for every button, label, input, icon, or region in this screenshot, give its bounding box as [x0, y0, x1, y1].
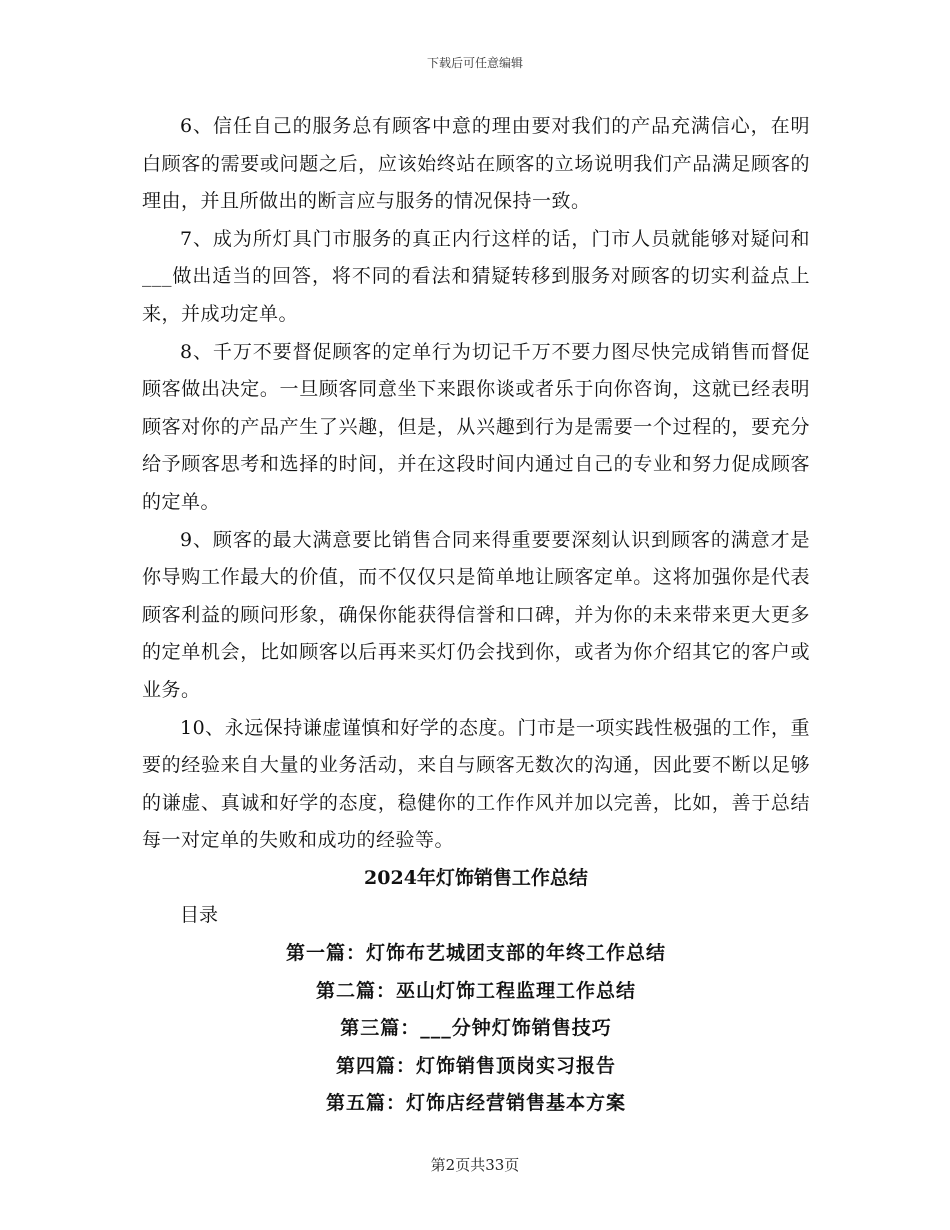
document-title: 2024年灯饰销售工作总结 — [364, 866, 588, 889]
toc-item-2: 第二篇：巫山灯饰工程监理工作总结 — [315, 979, 636, 1002]
toc-item-5: 第五篇：灯饰店经营销售基本方案 — [325, 1092, 626, 1115]
toc-label: 目录 — [180, 904, 219, 927]
page-header: 下载后可任意编辑 — [426, 56, 523, 70]
toc-item-3: 第三篇：___分钟灯饰销售技巧 — [340, 1017, 612, 1040]
table-of-contents — [142, 935, 810, 1123]
paragraph-9: 9、顾客的最大满意要比销售合同来得重要要深刻认识到顾客的满意才是你导购工作最大的价值，而不仅仅只是简单地让顾客定单。这将加强你是代表顾客利益的顾问形象，确保你能获得信誉和口碑，并为你的未来带来更大更多的定单机会，比如顾客以后再来买灯仍会找到你，或者为你介绍其它的客户或业务。 — [142, 528, 810, 701]
paragraph-6: 6、信任自己的服务总有顾客中意的理由要对我们的产品充满信心，在明白顾客的需要或问题之后，应该始终站在顾客的立场说明我们产品满足顾客的理由，并且所做出的断言应与服务的情况保持一致。 — [142, 115, 810, 213]
paragraph-8: 8、千万不要督促顾客的定单行为切记千万不要力图尽快完成销售而督促顾客做出决定。一旦顾客同意坐下来跟你谈或者乐于向你咨询，这就已经表明顾客对你的产品产生了兴趣，但是，从兴趣到行为是需要一个过程的，要充分给予顾客思考和选择的时间，并在这段时间内通过自己的专业和努力促成顾客的定单。 — [142, 340, 810, 513]
toc-item-1: 第一篇：灯饰布艺城团支部的年终工作总结 — [285, 942, 666, 965]
document-body — [142, 108, 810, 1123]
page-footer: 第2页共33页 — [430, 1156, 520, 1174]
paragraph-10: 10、永远保持谦虚谨慎和好学的态度。门市是一项实践性极强的工作，重要的经验来自大量的业务活动，来自与顾客无数次的沟通，因此要不断以足够的谦虚、真诚和好学的态度，稳健你的工作作风并加以完善，比如，善于总结每一对定单的失败和成功的经验等。 — [142, 716, 810, 852]
toc-item-4: 第四篇：灯饰销售顶岗实习报告 — [335, 1054, 616, 1077]
paragraph-7: 7、成为所灯具门市服务的真正内行这样的话，门市人员就能够对疑问和___做出适当的回答，将不同的看法和猜疑转移到服务对顾客的切实利益点上来，并成功定单。 — [142, 227, 810, 325]
